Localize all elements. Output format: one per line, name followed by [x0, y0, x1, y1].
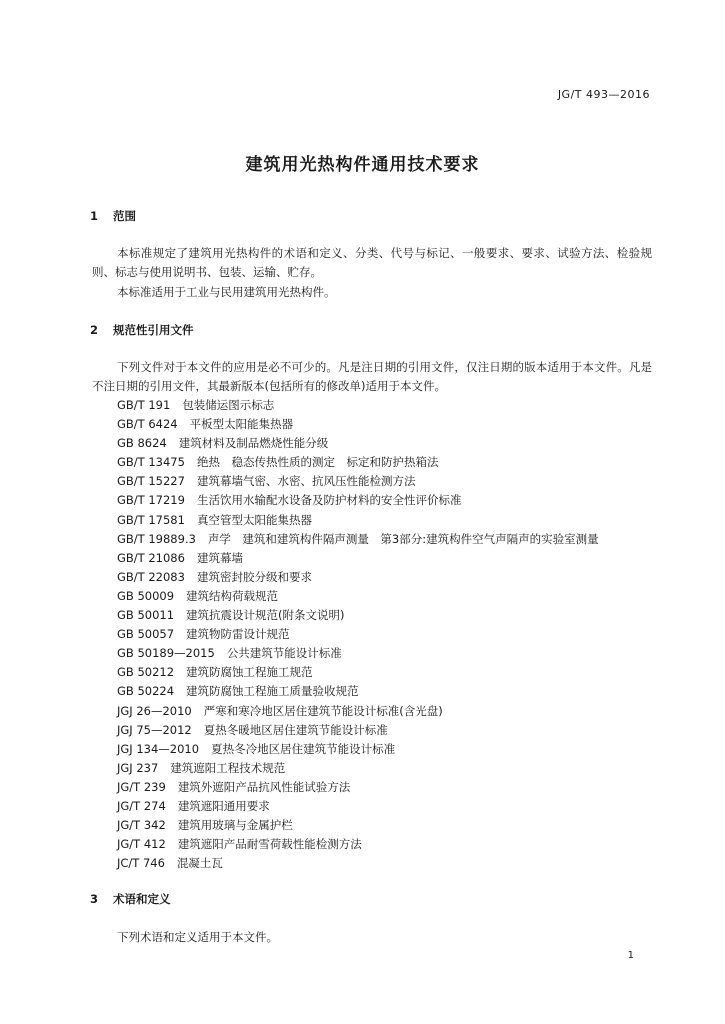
section-heading-scope [90, 208, 136, 224]
reference-code: GB/T 21086 [117, 550, 185, 565]
page-number: 1 [627, 950, 634, 961]
reference-title: 声学 建筑和建筑构件隔声测量 第3部分:建筑构件空气声隔声的实验室测量 [207, 531, 599, 546]
reference-item [117, 625, 599, 644]
reference-title: 平板型太阳能集热器 [189, 417, 294, 432]
reference-item [117, 854, 599, 873]
reference-title: 公共建筑节能设计标准 [226, 646, 342, 661]
reference-code: GB/T 17219 [117, 493, 185, 508]
reference-item [117, 472, 599, 491]
scope-paragraph-2: 本标准适用于工业与民用建筑用光热构件。 [117, 285, 336, 299]
reference-item [117, 816, 599, 835]
reference-item [117, 396, 599, 415]
reference-code: GB 50212 [117, 665, 175, 680]
reference-code: JC/T 746 [117, 856, 165, 871]
reference-code: JG/T 239 [117, 779, 166, 794]
reference-item [117, 606, 599, 625]
reference-code: JGJ 26—2010 [117, 703, 192, 718]
reference-item [117, 682, 599, 701]
section-title: 范围 [113, 209, 136, 223]
reference-item [117, 721, 599, 740]
reference-code: GB/T 19889.3 [117, 531, 196, 546]
normative-intro-paragraph: 下列文件对于本文件的应用是必不可少的。凡是注日期的引用文件，仅注日期的版本适用于本文件。凡是不注日期的引用文件，其最新版本(包括所有的修改单)适用于本文件。 [92, 360, 652, 393]
reference-list [117, 396, 599, 873]
reference-code: GB 50189—2015 [117, 646, 215, 661]
reference-item [117, 587, 599, 606]
reference-title: 建筑幕墙气密、水密、抗风压性能检测方法 [196, 474, 416, 489]
reference-title: 建筑密封胶分级和要求 [196, 569, 312, 584]
reference-title: 绝热 稳态传热性质的测定 标定和防护热箱法 [196, 455, 439, 470]
reference-code: GB 50009 [117, 588, 175, 603]
reference-item [117, 511, 599, 530]
reference-code: GB 50011 [117, 608, 175, 623]
reference-code: JGJ 134—2010 [117, 741, 200, 756]
reference-title: 建筑物防雷设计规范 [186, 627, 290, 642]
reference-code: JGJ 75—2012 [117, 722, 192, 737]
section-title: 规范性引用文件 [113, 323, 194, 337]
reference-item [117, 663, 599, 682]
reference-item [117, 434, 599, 453]
reference-item [117, 453, 599, 472]
reference-code: JG/T 274 [117, 798, 166, 813]
section-number: 3 [90, 892, 99, 906]
reference-title: 建筑遮阳工程技术规范 [170, 760, 286, 775]
reference-item [117, 415, 599, 434]
standard-code: JG/T 493—2016 [557, 88, 650, 101]
reference-item [117, 740, 599, 759]
section-title: 术语和定义 [113, 892, 171, 906]
reference-code: GB 50057 [117, 627, 175, 642]
terms-intro-paragraph: 下列术语和定义适用于本文件。 [117, 930, 278, 944]
reference-item [117, 759, 599, 778]
reference-item [117, 644, 599, 663]
reference-title: 夏热冬冷地区居住建筑节能设计标准 [211, 741, 396, 756]
reference-title: 建筑用玻璃与金属护栏 [177, 818, 293, 833]
reference-item [117, 797, 599, 816]
reference-code: GB 8624 [117, 436, 167, 451]
reference-title: 夏热冬暖地区居住建筑节能设计标准 [203, 722, 388, 737]
reference-title: 混凝土瓦 [176, 856, 223, 871]
reference-title: 建筑遮阳通用要求 [177, 798, 270, 813]
reference-title: 建筑防腐蚀工程施工质量验收规范 [186, 684, 359, 699]
reference-code: GB/T 17581 [117, 512, 185, 527]
reference-title: 包装储运图示标志 [182, 398, 275, 412]
reference-title: 建筑防腐蚀工程施工规范 [186, 665, 313, 680]
section-number: 2 [90, 323, 99, 337]
reference-code: JG/T 412 [117, 837, 166, 852]
reference-code: JGJ 237 [117, 760, 159, 775]
reference-item [117, 530, 599, 549]
scope-paragraph-1: 本标准规定了建筑用光热构件的术语和定义、分类、代号与标记、一般要求、要求、试验方法、检验规则、标志与使用说明书、包装、运输、贮存。 [92, 246, 652, 279]
reference-title: 建筑抗震设计规范(附条文说明) [186, 608, 345, 623]
section-number: 1 [90, 209, 99, 223]
reference-title: 建筑材料及制品燃烧性能分级 [178, 436, 329, 451]
reference-item [117, 702, 599, 721]
reference-item [117, 568, 599, 587]
reference-item [117, 835, 599, 854]
reference-title: 建筑幕墙 [196, 550, 243, 565]
reference-code: GB/T 22083 [117, 569, 185, 584]
reference-code: GB/T 191 [117, 398, 171, 412]
reference-item [117, 491, 599, 510]
reference-item [117, 549, 599, 568]
reference-title: 生活饮用水输配水设备及防护材料的安全性评价标准 [196, 493, 462, 508]
reference-title: 建筑结构荷载规范 [186, 588, 279, 603]
reference-item [117, 778, 599, 797]
reference-code: GB 50224 [117, 684, 175, 699]
reference-title: 建筑遮阳产品耐雪荷载性能检测方法 [177, 837, 362, 852]
section-heading-terms-definitions [90, 891, 171, 907]
reference-title: 建筑外遮阳产品抗风性能试验方法 [177, 779, 351, 794]
reference-code: GB/T 13475 [117, 455, 185, 470]
section-heading-normative-references [90, 322, 194, 338]
reference-title: 真空管型太阳能集热器 [196, 512, 312, 527]
reference-code: GB/T 6424 [117, 417, 178, 432]
reference-code: GB/T 15227 [117, 474, 185, 489]
reference-code: JG/T 342 [117, 818, 166, 833]
reference-title: 严寒和寒冷地区居住建筑节能设计标准(含光盘) [203, 703, 443, 718]
document-title: 建筑用光热构件通用技术要求 [245, 155, 480, 175]
